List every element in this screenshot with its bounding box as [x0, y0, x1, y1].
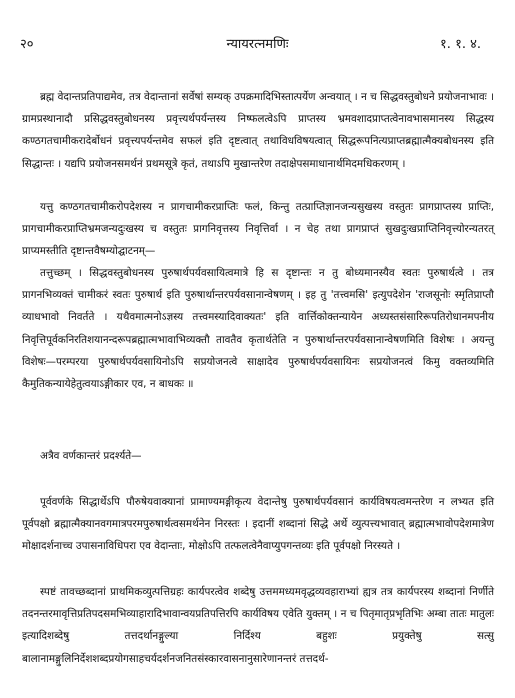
- page-number: २०: [20, 37, 34, 52]
- paragraph: तत्तुच्छम् । सिद्धवस्तुबोधनस्य पुरुषार्थपर्यवसायित्वमात्रे हि स दृष्टान्तः न तु बोध्यमानस्यैव स्वतः पुरुषार्थत्वे । तत्र प्रागनभिव्यक्तं चामीकरं स्वतः पुरुषार्थ इति पुरुषार्थान्तरपर्यवसानान्वेषणम् । इह तु 'तत्त्वमसि' इत्युपदेशेन 'राजसूनोः स्मृतिप्राप्तौ व्याधभावो निवर्तते । यथैवमात्मनोऽज्ञस्य तत्त्वमस्यादिवाक्यतः' इति वार्त्तिकोक्तन्यायेन अध्यस्तसंसारिरूपतिरोधानमपनीय निवृत्तिपूर्वकनिरतिशयानन्दरूपब्रह्मात्मभावाभिव्यक्तौ तावतैव कृतार्थतेति न पुरुषार्थान्तरपर्यवसानान्वेषणमिति विशेषः । अयन्तु विशेषः—परम्परया पुरुषार्थपर्यवसायिनोऽपि सप्रयोजनत्वे साक्षादेव पुरुषार्थपर्यवसायिनः सप्रयोजनत्वं किमु वक्तव्यमिति कैमुतिकन्यायेहेतुत्वयाऽङ्गीकार एव, न बाधकः ॥: [22, 267, 494, 391]
- section-reference: १. १. ४.: [440, 37, 481, 52]
- paragraph: ब्रह्म वेदान्तप्रतिपाद्यमेव, तत्र वेदान्तानां सर्वेषां सम्यक् उपक्रमादिभिस्तात्पर्येण अन्वयात् । न च सिद्धवस्तुबोधने प्रयोजनाभावः । ग्रामप्रस्थानादौ प्रसिद्धवस्तुबोधनस्य प्रवृत्त्यर्थपर्यन्तस्य निष्फलत्वेऽपि प्राप्तस्य भ्रमवशादप्राप्तत्वेनावभासमानस्य सिद्धस्य कण्ठगतचामीकरादेर्बोधनं प्रवृत्त्यपर्यन्तमेव सफलं इति दृष्टत्वात् तथाविधविषयत्वात् सिद्धरूपनित्यप्राप्तब्रह्मात्मैक्यबोधनस्य इति सिद्धान्तः । यद्यपि प्रयोजनसमर्थनं प्रथमसूत्रे कृतं, तथाऽपि मुखान्तरेण तदाक्षेपसमाधानार्थमिदमधिकरणम् ।: [22, 91, 494, 170]
- paragraph: पूर्ववर्णके सिद्धार्थेऽपि पौरुषेयवाक्यानां प्रामाण्यमङ्गीकृत्य वेदान्तेषु पुरुषार्थपर्यवसानं कार्यविषयत्वमन्तरेण न लभ्यत इति पूर्वपक्षो ब्रह्मात्मैक्यानवगमात्रपरमपुरुषार्थत्वसमर्थनेन निरस्तः । इदानीं शब्दानां सिद्धे अर्थे व्युत्पत्त्यभावात् ब्रह्मात्मभावोपदेशमात्रेण मोक्षादर्शनाच्च उपासनाविधिपरा एव वेदान्ताः, मोक्षोऽपि तत्फलत्वेनैवाप्युपगन्तव्यः इति पूर्वपक्षो निरस्यते ।: [22, 496, 494, 553]
- section-heading: अत्रैव वर्णकान्तरं प्रदर्श्यते—: [40, 450, 142, 462]
- paragraph: यत्तु कण्ठगतचामीकरोपदेशस्य न प्रागचामीकरप्राप्तिः फलं, किन्तु तत्प्राप्तिज्ञानजन्यसुखस्य वस्तुतः प्रागप्राप्तस्य प्राप्तिः, प्रागचामीकरप्राप्तिभ्रमजन्यदुःखस्य च वस्तुतः प्रागनिवृत्तस्य निवृत्तिर्वा । न चेह तथा प्रागप्राप्तं सुखदुःखप्राप्तिनिवृत्त्योरन्यतरत् प्राप्यमस्तीति दृष्टान्तवैषम्योद्घाटनम्—: [22, 201, 494, 258]
- paragraph: स्पष्टं तावच्छब्दानां प्राथमिकव्युत्पत्तिग्रहः कार्यपरत्वेव शब्देषु उत्तममध्यमवृद्धव्यवहाराभ्यां ह्यत्र तत्र कार्यपरस्य शब्दानां निर्णीते तदनन्तरमावृत्तिप्रतिपदसमभिव्याहारादिभावान्वयप्रतिपत्तिरपि कार्यविषय एवेति युक्तम् । न च पितृमातृप्रभृतिभिः अम्बा तातः मातुलः इत्यादिशब्देषु तत्तदर्थानङ्गुल्या निर्दिश्य बहुशः प्रयुक्तेषु सत्सु बालानामङ्गुलिनिर्देशशब्दप्रयोगसाहचर्यदर्शनजनितसंस्कारवासनानुसारेणानन्तरं तत्तदर्थ-: [22, 586, 494, 665]
- page-header-title: न्यायरत्नमणिः: [226, 37, 289, 52]
